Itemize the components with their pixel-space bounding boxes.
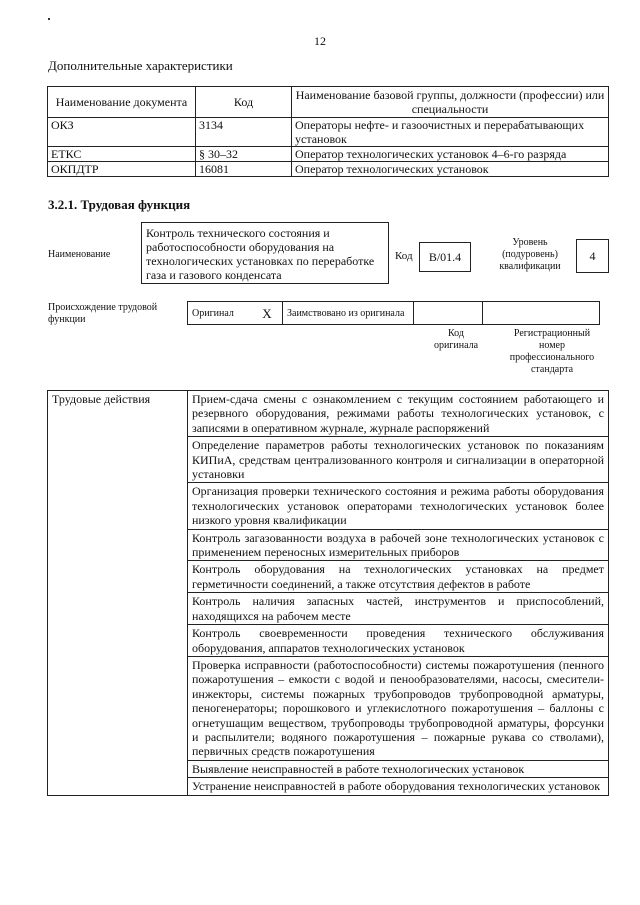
table-cell: Оператор технологических установок	[292, 162, 609, 177]
labor-action-item: Контроль оборудования на технологических установках на предмет герметичности соединений, а также отсутствия дефектов в работе	[188, 561, 609, 593]
table-cell: Операторы нефте- и газоочистных и перерабатывающих установок	[292, 118, 609, 147]
borrowed-label: Заимствовано из оригинала	[283, 302, 414, 325]
code-original-cell	[414, 302, 483, 325]
table-row	[48, 118, 609, 147]
function-code-label: Код	[395, 250, 413, 262]
labor-action-item: Прием-сдача смены с ознакомлением с текущим состоянием работающего и резервного оборудования, режимами работы технологических установок, с записями в оперативном журнале, журнале распоряжений	[188, 391, 609, 437]
function-name-label: Наименование	[48, 249, 111, 260]
labor-action-item: Проверка исправности (работоспособности) системы пожаротушения (пенного пожаротушения – емкости с водой и пенообразователями, насосы, смесители-инжекторы, системы пожарных трубопроводов трубопроводной арматуры, пеногенераторы; порошкового и углекислотного пожаротушения – баллоны с огнетушащим веществом, трубопроводы трубопроводной арматуры, форсунки и распылители; водяного пожаротушения – пожарные рукава со стволами), первичных средств пожаротушения	[188, 656, 609, 760]
scan-speck	[48, 18, 50, 20]
table-cell: ОКЗ	[48, 118, 196, 147]
labor-actions-table	[47, 390, 609, 796]
page-number: 12	[314, 34, 326, 48]
column-header: Наименование документа	[48, 87, 196, 118]
table-header-row	[48, 87, 609, 118]
function-code-box: В/01.4	[419, 242, 471, 272]
origin-table	[187, 301, 600, 325]
table-cell: Оператор технологических установок 4–6-го разряда	[292, 147, 609, 162]
table-cell: 16081	[196, 162, 292, 177]
qualification-level-box: 4	[576, 239, 609, 273]
labor-action-item: Выявление неисправностей в работе технологических установок	[188, 760, 609, 777]
reg-number-label: Регистрационный номер профессионального стандарта	[509, 328, 595, 375]
table-cell: § 30–32	[196, 147, 292, 162]
code-original-label: Код оригинала	[433, 328, 479, 351]
function-name-box: Контроль технического состояния и работоспособности оборудования на технологических установках по переработке газа и газового конденсата	[141, 222, 389, 284]
table-cell: ОКПДТР	[48, 162, 196, 177]
column-header: Наименование базовой группы, должности (профессии) или специальности	[292, 87, 609, 118]
qualification-level-label: Уровень (подуровень) квалификации	[499, 237, 561, 272]
labor-action-item: Контроль своевременности проведения технического обслуживания оборудования, аппаратов технологических установок	[188, 625, 609, 657]
table-cell: ЕТКС	[48, 147, 196, 162]
original-mark: X	[252, 302, 283, 325]
labor-action-item: Контроль загазованности воздуха в рабочей зоне технологических установок с применением переносных измерительных приборов	[188, 529, 609, 561]
labor-actions-label: Трудовые действия	[48, 391, 188, 796]
reg-number-cell	[483, 302, 600, 325]
additional-characteristics-table	[47, 86, 609, 177]
labor-action-item: Определение параметров работы технологических установок по показаниям КИПиА, средствам централизованного контроля и сигнализации в операторной установки	[188, 437, 609, 483]
table-row	[48, 162, 609, 177]
labor-action-item: Контроль наличия запасных частей, инструментов и приспособлений, находящихся на рабочем месте	[188, 593, 609, 625]
original-label: Оригинал	[188, 302, 253, 325]
table-row	[48, 391, 609, 437]
table-row	[188, 302, 600, 325]
labor-action-item: Организация проверки технического состояния и режима работы оборудования технологических установок операторами технологических установок более низкого уровня квалификации	[188, 483, 609, 529]
labor-function-heading: 3.2.1. Трудовая функция	[48, 197, 191, 212]
table-cell: 3134	[196, 118, 292, 147]
function-origin-label: Происхождение трудовой функции	[48, 302, 158, 325]
additional-characteristics-title: Дополнительные характеристики	[48, 58, 233, 73]
labor-action-item: Устранение неисправностей в работе оборудования технологических установок	[188, 778, 609, 795]
column-header: Код	[196, 87, 292, 118]
table-row	[48, 147, 609, 162]
